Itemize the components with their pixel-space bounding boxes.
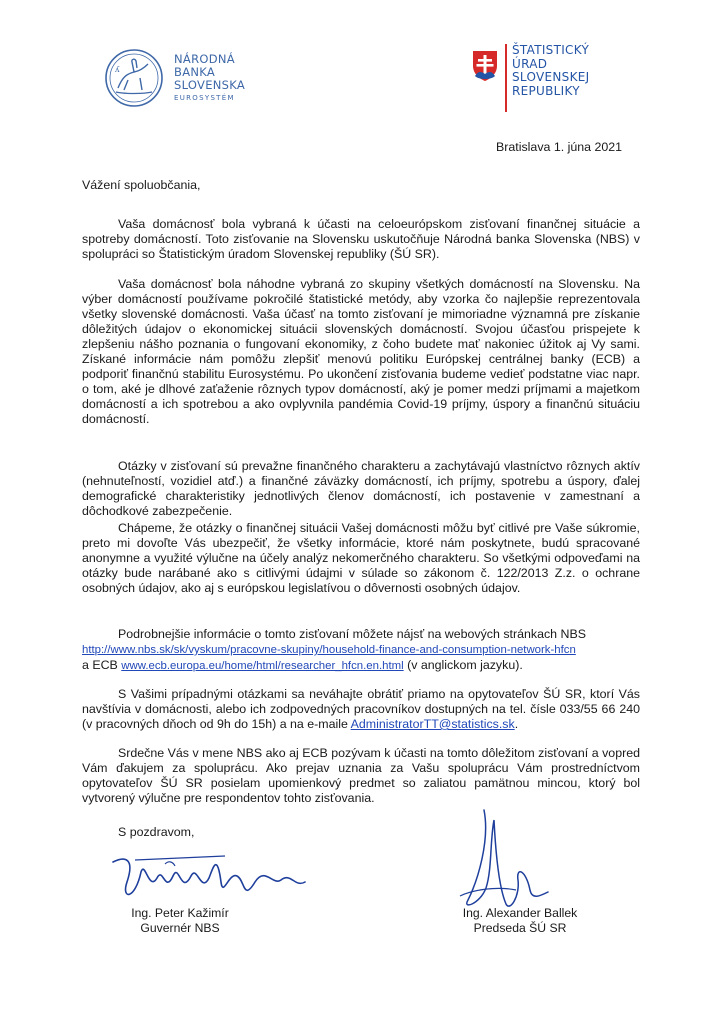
nbs-logo-line: SLOVENSKA (174, 78, 246, 92)
paragraph-questions: Otázky v zisťovaní sú prevažne finančného charakteru a zachytávajú vlastníctvo rôznych aktív (nehnuteľností, vozidiel atď.) a finančné záväzky domácností, ich príjmy, spotrebu a úspory, ďalej demografické charakteristiky jednotlivých členov domácností, ich postavenie v zamestnaní a dôchodkové zabezpečenie. (82, 459, 640, 518)
signatory-name: Ing. Peter Kažimír (131, 906, 229, 920)
signature-kazimir-image (105, 842, 315, 912)
su-sr-logo (472, 40, 642, 115)
info-intro: Podrobnejšie informácie o tomto zisťovaní môžete nájsť na webových stránkach NBS (118, 627, 586, 641)
salutation: Vážení spoluobčania, (82, 178, 201, 192)
signatory-name: Ing. Alexander Ballek (462, 906, 578, 920)
su-logo-line: ŠTATISTICKÝ (512, 43, 590, 57)
letter-date: Bratislava 1. júna 2021 (496, 140, 623, 154)
email-link[interactable]: AdministratorTT@statistics.sk (350, 717, 515, 731)
paragraph-info (82, 627, 640, 674)
nbs-logo-line: NÁRODNÁ (174, 52, 235, 66)
nbs-logo-line: BANKA (174, 65, 216, 79)
signatory-kazimir (110, 906, 250, 936)
signatory-title: Predseda ŠÚ SR (473, 921, 567, 935)
slovak-coat-of-arms-icon (472, 50, 498, 82)
svg-text:ʎ: ʎ (115, 65, 120, 74)
signature-ballek-image (420, 800, 560, 920)
paragraph-intro: Vaša domácnosť bola vybraná k účasti na celoeurópskom zisťovaní finančnej situácie a spotreby domácností. Toto zisťovanie na Slovensku uskutočňuje Národná banka Slovenska (NBS) v spolupráci so Štatistickým úradom Slovenskej republiky (ŠÚ SR). (82, 217, 640, 261)
contact-text: S Vašimi prípadnými otázkami sa neváhajte obrátiť priamo na opytovateľov ŠÚ SR, ktorí Vás navštívia v domácnosti, alebo ich zodpovedných pracovníkov dostupných na tel. čísle 033/55 66 240 (v pracovných dňoch od 9h do 15h) a na e-maile (82, 687, 640, 731)
su-logo-divider (505, 44, 507, 112)
ecb-web-link[interactable]: www.ecb.europa.eu/home/html/researcher_hfcn.en.html (121, 660, 404, 672)
nbs-logo (104, 48, 284, 108)
regards: S pozdravom, (118, 825, 195, 839)
paragraph-selection: Vaša domácnosť bola náhodne vybraná zo skupiny všetkých domácností na Slovensku. Na výber domácností používame pokročilé štatistické metódy, aby vzorka čo najlepšie reprezentovala všetky slovenské domácnosti. Vaša účasť na tomto zisťovaní je mimoriadne významná pre získanie dôležitých údajov o ekonomickej situácii slovenských domácností. Svojou účasťou prispejete k zlepšeniu nášho poznania o fungovaní ekonomiky, z čoho budete mať nakoniec úžitok aj Vy sami. Získané informácie nám pomôžu zlepšiť menovú politiku Európskej centrálnej banky (ECB) a podporiť finančnú stabilitu Eurosystému. Po ukončení zisťovania budeme vedieť podstatne viac napr. o tom, aké je dlhové zaťaženie rôznych typov domácností, aký je pomer medzi príjmami a majetkom domácností a ich spotrebou a ako ovplyvnila pandémia Covid-19 príjmy, úspory a finančnú situáciu domácností. (82, 277, 640, 426)
su-logo-line: SLOVENSKEJ (512, 70, 590, 84)
nbs-emblem-icon (104, 48, 166, 108)
paragraph-privacy: Chápeme, že otázky o finančnej situácii Vašej domácnosti môžu byť citlivé pre Vaše súkromie, preto mi dovoľte Vás ubezpečiť, že všetky informácie, ktoré nám poskytnete, budú spracované anonymne a využité výlučne na účely analýz nekomerčného charakteru. So všetkými odpoveďami na otázky bude narábané ako s citlivými údajmi v súlade so zákonom č. 122/2013 Z.z. o ochrane osobných údajov, ako aj s európskou legislatívou o dôvernosti osobných údajov. (82, 521, 640, 595)
nbs-web-link[interactable]: http://www.nbs.sk/sk/vyskum/pracovne-skupiny/household-finance-and-consumption-network-hfcn (82, 644, 576, 656)
su-logo-line: ÚRAD (512, 56, 548, 71)
su-logo-line: REPUBLIKY (512, 83, 580, 98)
contact-end: . (514, 717, 519, 731)
signatory-title: Guvernér NBS (140, 921, 220, 935)
ecb-prefix: a ECB (82, 658, 118, 672)
nbs-logo-subtitle: EUROSYSTÉM (174, 94, 235, 102)
signatory-ballek (440, 906, 600, 936)
paragraph-closing: Srdečne Vás v mene NBS ako aj ECB pozývam k účasti na tomto dôležitom zisťovaní a vopred Vám ďakujem za spoluprácu. Ako prejav uznania za Vašu spoluprácu Vám prostredníctvom opytovateľov ŠÚ SR posielam upomienkový predmet so zaliatou pamätnou mincou, ktorý bol vytvorený výlučne pre respondentov tohto zisťovania. (82, 746, 640, 805)
paragraph-contact (82, 687, 640, 732)
ecb-suffix: (v anglickom jazyku). (407, 658, 523, 672)
